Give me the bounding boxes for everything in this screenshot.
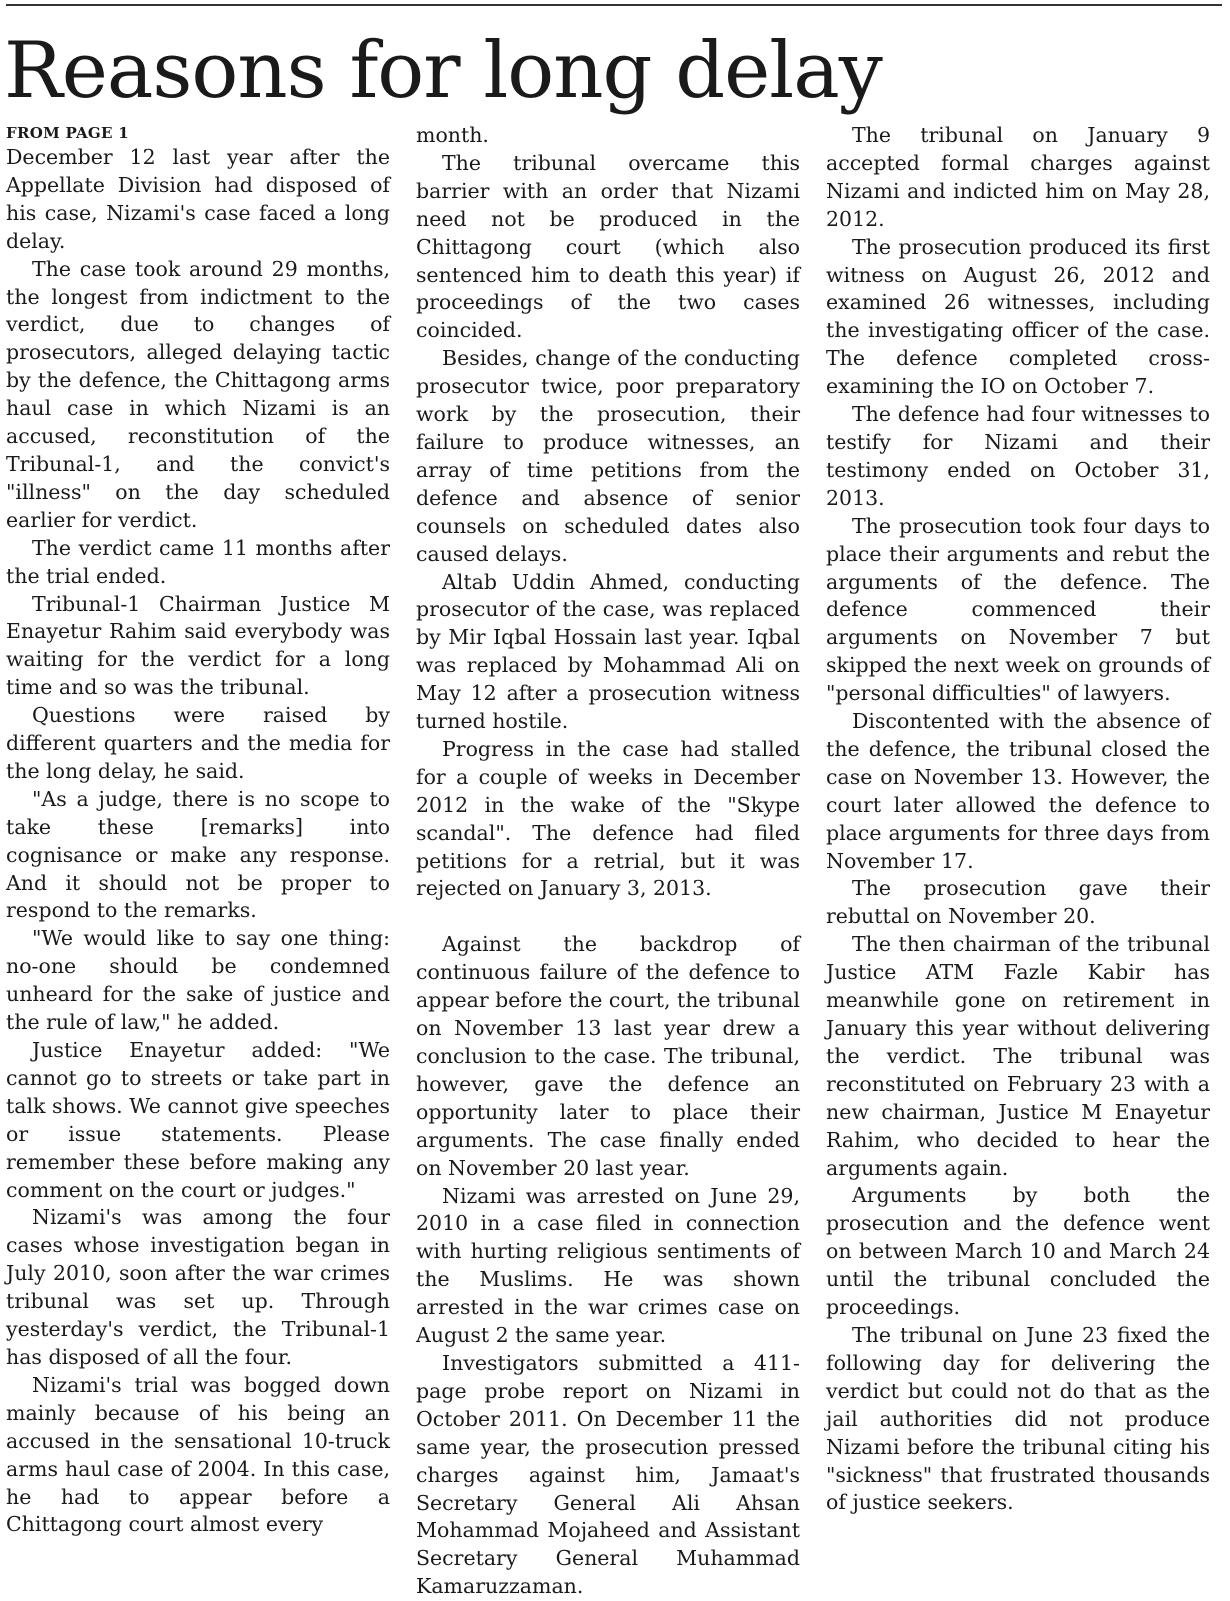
- paragraph: Nizami's trial was bogged down mainly because of his being an accused in the sensational 10-truck arms haul case of 2004. In this case, he had to appear before a Chittagong court almost every: [6, 1372, 390, 1537]
- headline: Reasons for long delay: [4, 26, 882, 116]
- paragraph: The verdict came 11 months after the trial ended.: [6, 535, 390, 588]
- paragraph: "We would like to say one thing: no-one should be condemned unheard for the sake of justice and the rule of law," he added.: [6, 926, 390, 1035]
- paragraph: Justice Enayetur added: "We cannot go to streets or take part in talk shows. We cannot give speeches or issue statements. Please remember these before making any comment on the court or judges.": [6, 1038, 390, 1202]
- paragraph: The then chairman of the tribunal Justice ATM Fazle Kabir has meanwhile gone on retirement in January this year without delivering the verdict. The tribunal was reconstituted on February 23 with a new chairman, Justice M Enayetur Rahim, who decided to hear the arguments again.: [826, 932, 1210, 1180]
- paragraph: December 12 last year after the Appellate Division had disposed of his case, Nizami's case faced a long delay.: [6, 145, 390, 253]
- paragraph: Arguments by both the prosecution and the defence went on between March 10 and March 24 until the tribunal concluded the proceedings.: [826, 1183, 1210, 1320]
- paragraph: Nizami's was among the four cases whose investigation began in July 2010, soon after the war crimes tribunal was set up. Through yesterday's verdict, the Tribunal-1 has disposed of all the four.: [6, 1205, 390, 1369]
- paragraph: Altab Uddin Ahmed, conducting prosecutor of the case, was replaced by Mir Iqbal Hossain last year. Iqbal was replaced by Mohammad Ali on May 12 after a prosecution witness turned hostile.: [416, 569, 800, 734]
- paragraph: The prosecution produced its first witness on August 26, 2012 and examined 26 witnesses, including the investigating officer of the case. The defence completed cross-examining the IO on October 7.: [826, 234, 1210, 399]
- paragraph: The case took around 29 months, the longest from indictment to the verdict, due to changes of prosecutors, alleged delaying tactic by the defence, the Chittagong arms haul case in which Nizami is an accused, reconstitution of the Tribunal-1, and the convict's "illness" on the day scheduled earlier for verdict.: [6, 256, 390, 532]
- paragraph: The prosecution took four days to place their arguments and rebut the arguments of the defence. The defence commenced their arguments on November 7 but skipped the next week on grounds of "personal difficulties" of lawyers.: [826, 513, 1210, 706]
- paragraph: Nizami was arrested on June 29, 2010 in a case filed in connection with hurting religious sentiments of the Muslims. He was shown arrested in the war crimes case on August 2 the same year.: [416, 1183, 800, 1348]
- paragraph: Progress in the case had stalled for a couple of weeks in December 2012 in the wake of the "Skype scandal". The defence had filed petitions for a retrial, but it was rejected on January 3, 2013.: [416, 736, 800, 901]
- paragraph: Investigators submitted a 411-page probe report on Nizami in October 2011. On December 11 the same year, the prosecution pressed charges against him, Jamaat's Secretary General Ali Ahsan Mohammad Mojaheed and Assistant Secretary General Muhammad Kamaruzzaman.: [416, 1350, 800, 1599]
- top-rule: [6, 4, 1222, 6]
- paragraph: The defence had four witnesses to testify for Nizami and their testimony ended on October 31, 2013.: [826, 402, 1210, 510]
- column-2: [416, 122, 800, 1601]
- paragraph: Against the backdrop of continuous failure of the defence to appear before the court, the tribunal on November 13 last year drew a conclusion to the case. The tribunal, however, gave the defence an opportunity later to place their arguments. The case finally ended on November 20 last year.: [416, 932, 800, 1180]
- paragraph: The prosecution gave their rebuttal on November 20.: [826, 876, 1210, 929]
- paragraph: Tribunal-1 Chairman Justice M Enayetur Rahim said everybody was waiting for the verdict for a long time and so was the tribunal.: [6, 591, 390, 700]
- paragraph: month.: [416, 123, 489, 147]
- column-1: [6, 122, 390, 1539]
- column-3: [826, 122, 1210, 1517]
- paragraph: Discontented with the absence of the defence, the tribunal closed the case on November 13. However, the court later allowed the defence to place arguments for three days from November 17.: [826, 709, 1210, 873]
- kicker-from-page: FROM PAGE 1: [6, 124, 130, 142]
- paragraph: Besides, change of the conducting prosecutor twice, poor preparatory work by the prosecution, their failure to produce witnesses, an array of time petitions from the defence and absence of senior counsels on scheduled dates also caused delays.: [416, 346, 800, 566]
- paragraph: "As a judge, there is no scope to take these [remarks] into cognisance or make any response. And it should not be proper to respond to the remarks.: [6, 786, 390, 923]
- paragraph: The tribunal on June 23 fixed the following day for delivering the verdict but could not do that as the jail authorities did not produce Nizami before the tribunal citing his "sickness" that frustrated thousands of justice seekers.: [826, 1322, 1210, 1515]
- paragraph: The tribunal overcame this barrier with an order that Nizami need not be produced in the Chittagong court (which also sentenced him to death this year) if proceedings of the two cases coincided.: [416, 150, 800, 343]
- paragraph: Questions were raised by different quarters and the media for the long delay, he said.: [6, 703, 390, 783]
- paragraph: The tribunal on January 9 accepted formal charges against Nizami and indicted him on May 28, 2012.: [826, 123, 1210, 231]
